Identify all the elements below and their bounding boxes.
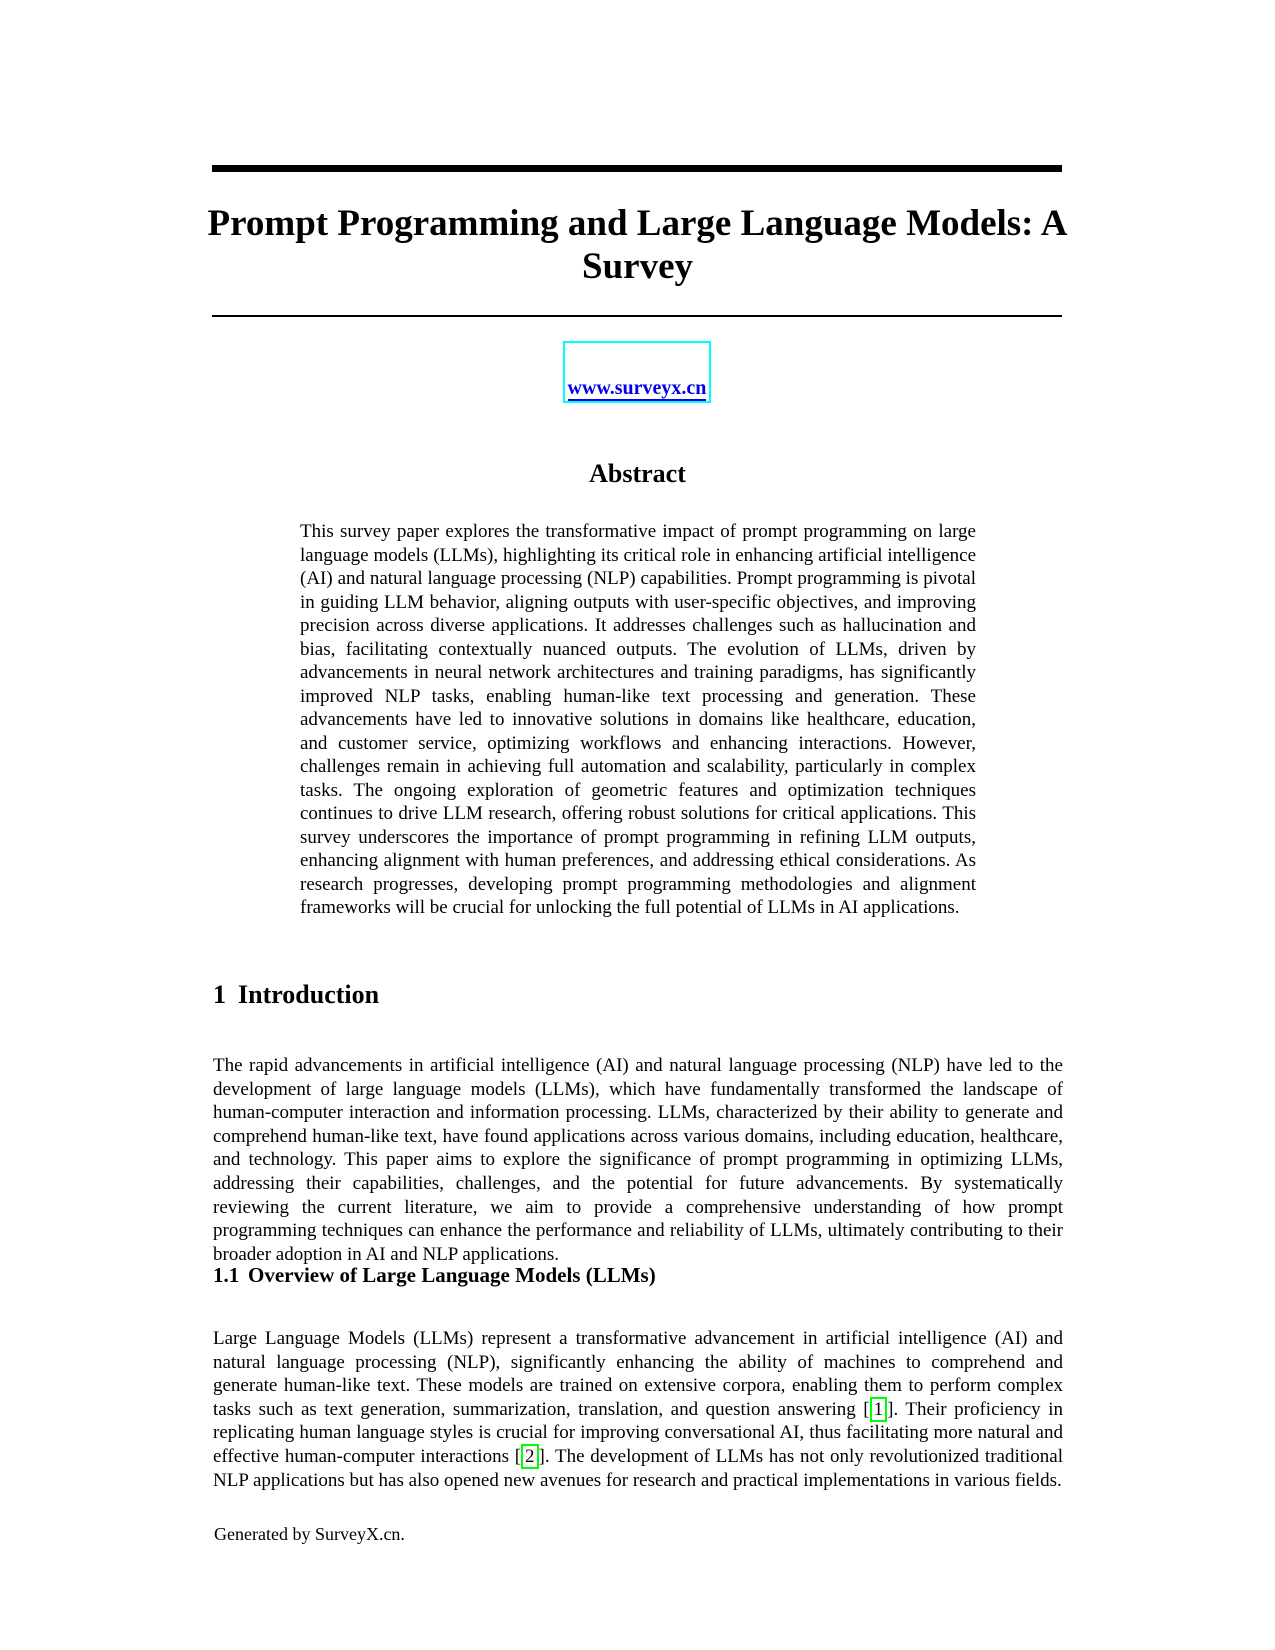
paragraph-text-part-1: Large Language Models (LLMs) represent a transformative advancement in artificial intelligence (AI) and natural language processing (NLP), significantly enhancing the ability of machines to comprehend and generate human-like text. These models are trained on extensive corpora, enabling them to perform complex tasks such as text generation, summarization, translation, and question answering [ <box>213 1328 1063 1420</box>
subsection-1-1-heading <box>213 1263 1063 1288</box>
section-1-number: 1 <box>213 980 226 1009</box>
paper-title-line-1: Prompt Programming and Large Language Models: A <box>207 203 1068 244</box>
section-1-heading <box>213 980 1063 1010</box>
paragraph-text-part-3: ]. The development of LLMs has not only revolutionized traditional NLP applications but has also opened new avenues for research and practical implementations in various fields. <box>213 1445 1063 1491</box>
citation-link-2[interactable]: 2 <box>521 1444 539 1469</box>
abstract-text: This survey paper explores the transformative impact of prompt programming on large language models (LLMs), highlighting its critical role in enhancing artificial intelligence (AI) and natural language processing (NLP) capabilities. Prompt programming is pivotal in guiding LLM behavior, aligning outputs with user-specific objectives, and improving precision across diverse applications. It addresses challenges such as hallucination and bias, facilitating contextually nuanced outputs. The evolution of LLMs, driven by advancements in neural network architectures and training paradigms, has significantly improved NLP tasks, enabling human-like text processing and generation. These advancements have led to innovative solutions in domains like healthcare, education, and customer service, optimizing workflows and enhancing interactions. However, challenges remain in achieving full automation and scalability, particularly in complex tasks. The ongoing exploration of geometric features and optimization techniques continues to drive LLM research, offering robust solutions for critical applications. This survey underscores the importance of prompt programming in refining LLM outputs, enhancing alignment with human preferences, and addressing ethical considerations. As research progresses, developing prompt programming methodologies and alignment frameworks will be crucial for unlocking the full potential of LLMs in AI applications. <box>300 521 976 918</box>
surveyx-link[interactable]: www.surveyx.cn <box>567 377 707 399</box>
section-1-title: Introduction <box>238 980 380 1009</box>
footer-note: Generated by SurveyX.cn. <box>214 1524 405 1544</box>
paragraph-text-part-2: ]. Their proficiency in replicating human language styles is crucial for improving conversational AI, thus facilitating more natural and effective human-computer interactions [ <box>213 1398 1063 1467</box>
paper-title-line-2: Survey <box>582 246 693 287</box>
top-rule <box>212 165 1062 172</box>
introduction-paragraph: The rapid advancements in artificial intelligence (AI) and natural language processing (NLP) have led to the development of large language models (LLMs), which have fundamentally transformed the landscape of human-computer interaction and information processing. LLMs, characterized by their ability to generate and comprehend human-like text, have found applications across various domains, including education, healthcare, and technology. This paper aims to explore the significance of prompt programming in optimizing LLMs, addressing their capabilities, challenges, and the potential for future advancements. By systematically reviewing the current literature, we aim to provide a comprehensive understanding of how prompt programming techniques can enhance the performance and reliability of LLMs, ultimately contributing to their broader adoption in AI and NLP applications. <box>213 1055 1063 1265</box>
title-rule <box>212 315 1062 317</box>
subsection-1-1-paragraph <box>213 1327 1063 1492</box>
subsection-1-1-number: 1.1 <box>213 1263 240 1287</box>
surveyx-link-box[interactable] <box>563 341 711 403</box>
paper-title <box>0 202 1275 288</box>
citation-link-1[interactable]: 1 <box>870 1397 888 1422</box>
subsection-1-1-title: Overview of Large Language Models (LLMs) <box>248 1263 656 1287</box>
abstract-heading: Abstract <box>589 459 686 488</box>
